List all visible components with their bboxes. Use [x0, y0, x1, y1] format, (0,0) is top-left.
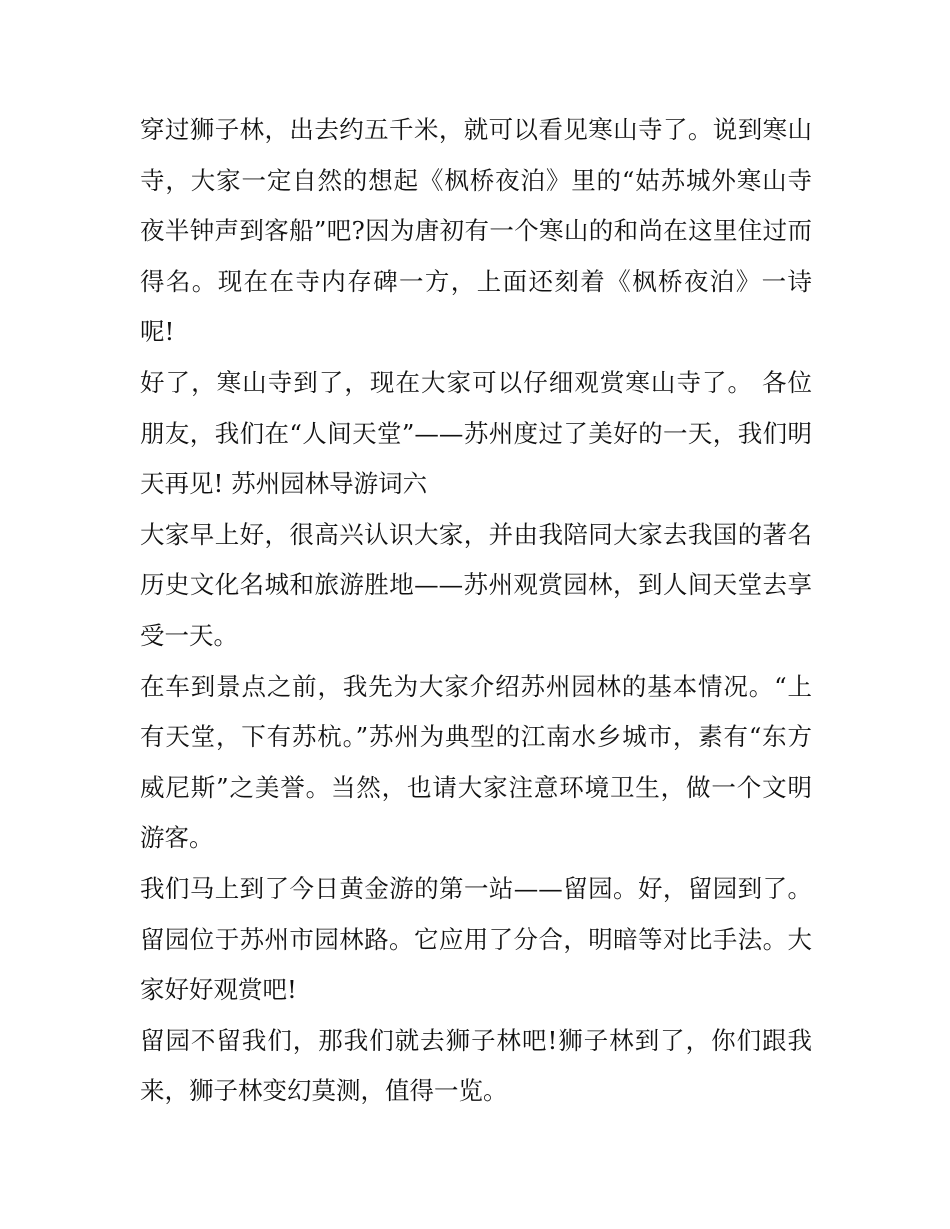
text-line: 好了，寒山寺到了，现在大家可以仔细观赏寒山寺了。 各位 — [140, 367, 812, 397]
text-line: 受一天。 — [140, 620, 238, 650]
document-body — [140, 105, 812, 1117]
text-line: 呢! — [140, 317, 175, 347]
text-line: 游客。 — [140, 823, 214, 853]
text-line: 穿过狮子林，出去约五千米，就可以看见寒山寺了。说到寒山 — [140, 115, 812, 144]
text-line: 历史文化名城和旅游胜地——苏州观赏园林，到人间天堂去享 — [140, 570, 812, 600]
text-line: 留园位于苏州市园林路。它应用了分合，明暗等对比手法。大 — [140, 924, 812, 954]
text-line: 家好好观赏吧! — [140, 975, 297, 1005]
text-line: 有天堂，下有苏杭。”苏州为典型的江南水乡城市，素有“东方 — [140, 722, 812, 752]
text-line: 留园不留我们，那我们就去狮子林吧!狮子林到了，你们跟我 — [140, 1025, 812, 1055]
text-line: 得名。现在在寺内存碑一方，上面还刻着《枫桥夜泊》一诗 — [140, 266, 812, 296]
text-line: 威尼斯”之美誉。当然，也请大家注意环境卫生，做一个文明 — [140, 772, 812, 802]
text-line: 来，狮子林变幻莫测，值得一览。 — [140, 1076, 508, 1106]
text-line: 我们马上到了今日黄金游的第一站——留园。好，留园到了。 — [140, 873, 812, 903]
text-line: 朋友，我们在“人间天堂”——苏州度过了美好的一天，我们明 — [140, 418, 812, 448]
text-line: 寺，大家一定自然的想起《枫桥夜泊》里的“姑苏城外寒山寺 — [140, 165, 812, 195]
text-line: 夜半钟声到客船”吧?因为唐初有一个寒山的和尚在这里住过而 — [140, 216, 812, 246]
text-line: 天再见! 苏州园林导游词六 — [140, 469, 428, 499]
text-line: 大家早上好，很高兴认识大家，并由我陪同大家去我国的著名 — [140, 519, 812, 549]
text-line: 在车到景点之前，我先为大家介绍苏州园林的基本情况。“上 — [140, 671, 812, 701]
